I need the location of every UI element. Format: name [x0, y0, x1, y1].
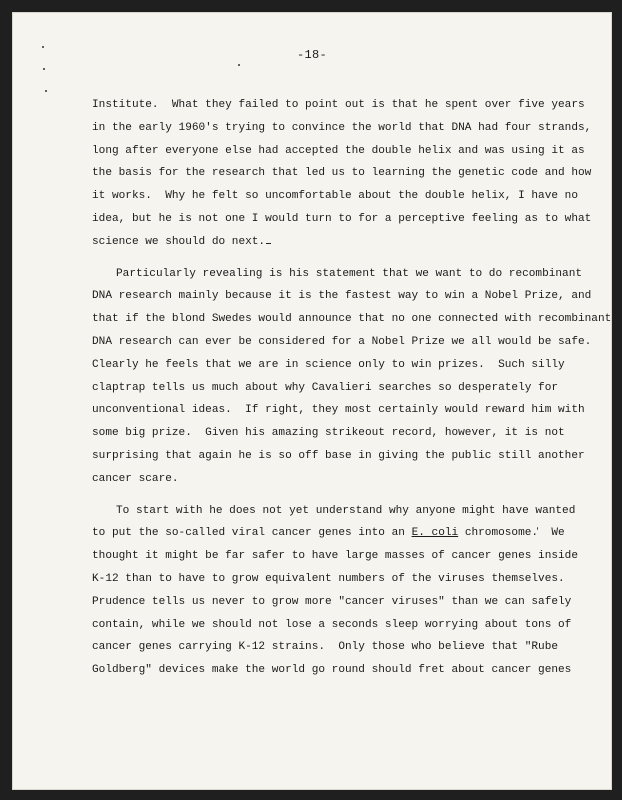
text-line: the basis for the research that led us to learning the genetic code and how	[92, 167, 592, 180]
text-line: Goldberg" devices make the world go round should fret about cancer genes	[92, 664, 572, 677]
text-line: Particularly revealing is his statement that we want to do recombinant	[116, 267, 583, 280]
ink-speck	[45, 90, 47, 92]
ink-speck	[238, 64, 240, 66]
text-line	[92, 522, 592, 545]
ink-speck	[43, 68, 45, 70]
text-line: claptrap tells us much about why Cavalieri searches so desperately for	[92, 381, 559, 394]
text-segment: chromosome. We	[458, 527, 565, 540]
text-line: Prudence tells us never to grow more "cancer viruses" than we can safely	[92, 595, 572, 608]
text-line: in the early 1960's trying to convince the world that DNA had four strands,	[92, 121, 592, 134]
text-line: cancer scare.	[92, 472, 179, 485]
text-line: surprising that again he is so off base in giving the public still another	[92, 449, 585, 462]
text-line: thought it might be far safer to have large masses of cancer genes inside	[92, 550, 578, 563]
page-number: -18-	[296, 48, 327, 62]
text-line: science we should do next.	[92, 235, 266, 248]
text-segment: to put the so-called viral cancer genes into an	[92, 527, 412, 540]
underlined-term: E. coli	[411, 527, 459, 540]
document-body	[92, 94, 612, 682]
text-line: K-12 than to have to grow equivalent numbers of the viruses themselves.	[92, 572, 565, 585]
text-line: idea, but he is not one I would turn to for a perceptive feeling as to what	[92, 212, 592, 225]
text-line: Clearly he feels that we are in science only to win prizes. Such silly	[92, 358, 565, 371]
paragraph-3	[92, 500, 592, 682]
paragraph-1	[92, 94, 592, 254]
paragraph-2	[92, 263, 612, 491]
text-line: long after everyone else had accepted the double helix and was using it as	[92, 144, 585, 157]
text-line: cancer genes carrying K-12 strains. Only those who believe that "Rube	[92, 641, 559, 654]
text-line: unconventional ideas. If right, they most certainly would reward him with	[92, 404, 585, 417]
text-line: To start with he does not yet understand why anyone might have wanted	[116, 504, 576, 517]
document-page	[12, 12, 612, 790]
text-line: some big prize. Given his amazing strikeout record, however, it is not	[92, 427, 565, 440]
text-line: DNA research mainly because it is the fastest way to win a Nobel Prize, and	[92, 290, 592, 303]
text-line: contain, while we should not lose a seconds sleep worrying about tons of	[92, 618, 572, 631]
text-line: it works. Why he felt so uncomfortable about the double helix, I have no	[92, 190, 578, 203]
text-line: Institute. What they failed to point out is that he spent over five years	[92, 99, 585, 111]
text-line: DNA research can ever be considered for a Nobel Prize we all would be safe.	[92, 335, 592, 348]
text-line: that if the blond Swedes would announce that no one connected with recombinant	[92, 313, 612, 326]
